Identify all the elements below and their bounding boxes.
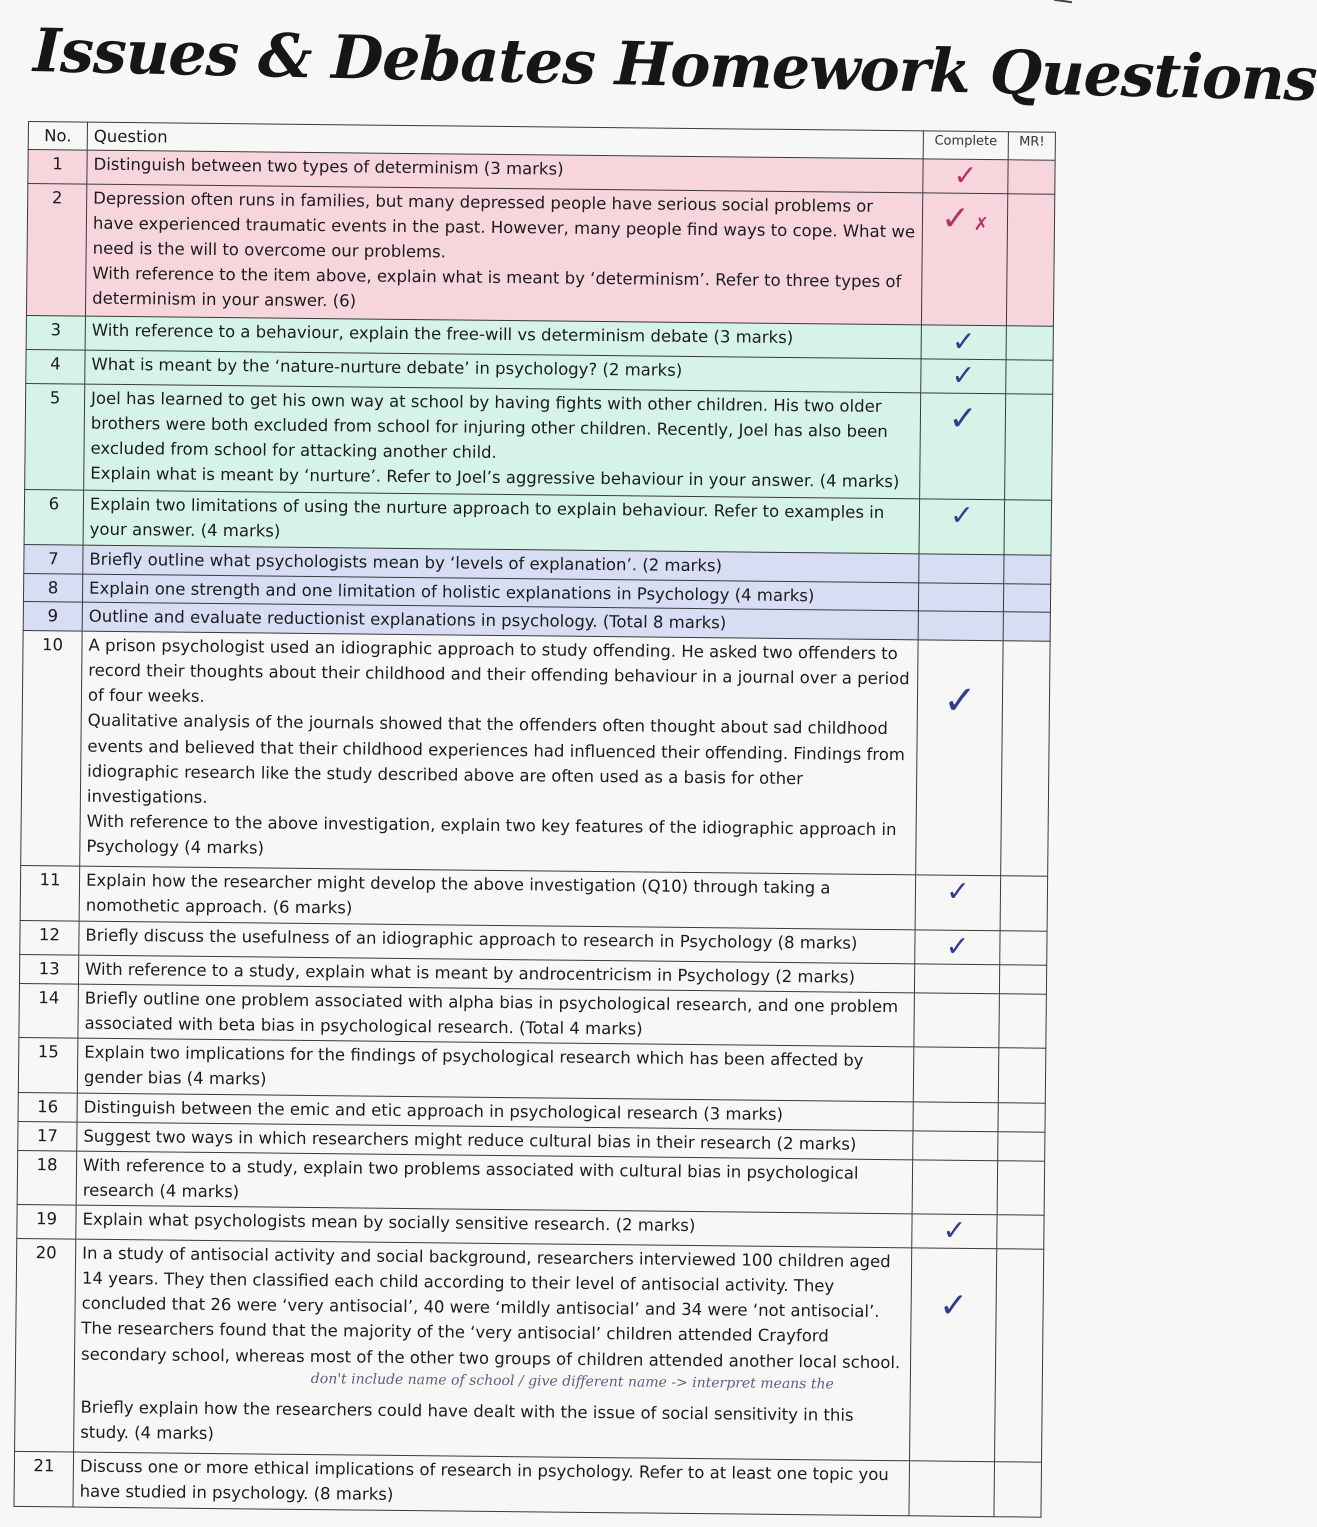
question-number: 10 <box>21 631 82 867</box>
question-number: 21 <box>14 1452 74 1507</box>
check-mark-icon: ✓ <box>942 1213 967 1248</box>
complete-cell[interactable] <box>918 582 1003 612</box>
question-number: 7 <box>24 544 83 573</box>
question-paragraph: Depression often runs in families, but many depressed people have serious social problems or have experienced traumatic events in the past. However, many people find ways to cope. What we need is the will to overcome our problems. <box>92 188 916 262</box>
question-text <box>85 184 922 325</box>
mr-cell[interactable] <box>1008 160 1055 194</box>
check-mark-icon: ✓ <box>942 677 977 725</box>
question-paragraph: Joel has learned to get his own way at school by having fights with other children. His two older brothers were both excluded from school for injuring other children. Recently, Joel has also been excluded from school for attacking another child. <box>90 388 888 463</box>
mr-cell[interactable] <box>998 1103 1045 1132</box>
mr-cell[interactable] <box>999 965 1046 994</box>
mr-cell[interactable] <box>999 993 1047 1048</box>
question-number: 9 <box>23 602 82 631</box>
complete-cell[interactable] <box>918 611 1003 641</box>
mr-cell[interactable] <box>998 1131 1045 1160</box>
complete-cell[interactable] <box>909 1461 995 1517</box>
table-row <box>21 631 1050 877</box>
question-paragraph: Suggest two ways in which researchers might reduce cultural bias in their research (2 marks) <box>83 1126 857 1154</box>
header-question: Question <box>87 122 923 159</box>
question-text <box>79 866 916 929</box>
complete-cell[interactable] <box>915 930 1000 965</box>
complete-cell[interactable] <box>913 1102 998 1132</box>
table-row <box>26 184 1054 327</box>
question-number: 1 <box>28 150 87 185</box>
complete-cell[interactable] <box>912 1159 998 1214</box>
mr-cell[interactable] <box>1000 931 1047 965</box>
question-paragraph: Distinguish between the emic and etic approach in psychological research (3 marks) <box>83 1097 784 1124</box>
questions-table <box>13 121 1055 1518</box>
question-number: 6 <box>24 490 84 545</box>
mr-cell[interactable] <box>997 1215 1044 1249</box>
header-no: No. <box>28 122 87 151</box>
header-complete: Complete <box>923 131 1008 160</box>
complete-cell[interactable] <box>910 1248 997 1462</box>
question-paragraph: Briefly explain how the researchers could have dealt with the issue of social sensitivity in this study. (4 marks) <box>80 1397 854 1444</box>
header-mr: MR! <box>1008 132 1055 161</box>
question-text <box>73 1452 910 1516</box>
question-paragraph: Distinguish between two types of determinism (3 marks) <box>93 154 564 179</box>
question-number: 3 <box>26 315 85 350</box>
question-paragraph: Explain two limitations of using the nurture approach to explain behaviour. Refer to examples in your answer. (4 marks) <box>89 494 885 541</box>
question-number: 19 <box>17 1205 76 1240</box>
mr-cell[interactable] <box>1003 583 1050 612</box>
question-paragraph: Briefly outline what psychologists mean by ‘levels of explanation’. (2 marks) <box>89 549 723 576</box>
table-row <box>25 383 1053 500</box>
complete-cell[interactable] <box>914 964 999 994</box>
question-number: 4 <box>26 349 85 384</box>
mr-cell[interactable] <box>1004 554 1051 583</box>
complete-cell[interactable] <box>921 193 1007 326</box>
check-mark-icon: ✓ <box>945 929 970 963</box>
handwritten-note: don't include name of school / give different name -> interpret means the <box>310 1370 834 1393</box>
check-mark-icon: ✓ <box>953 158 978 193</box>
question-paragraph: Briefly discuss the usefulness of an idiographic approach to research in Psychology (8 marks) <box>85 925 858 953</box>
complete-cell[interactable] <box>915 875 1001 930</box>
question-paragraph: Explain two implications for the findings of psychological research which has been affected by gender bias (4 marks) <box>83 1042 864 1089</box>
question-paragraph: Outline and evaluate reductionist explanations in psychology. (Total 8 marks) <box>88 607 727 633</box>
mr-cell[interactable] <box>1006 360 1053 394</box>
mr-cell[interactable] <box>1000 876 1048 931</box>
complete-cell[interactable] <box>916 640 1003 876</box>
question-number: 14 <box>19 983 79 1038</box>
mr-cell[interactable] <box>1004 500 1052 555</box>
question-paragraph: Explain how the researcher might develop the above investigation (Q10) through taking a nomothetic approach. (6 marks) <box>85 870 831 918</box>
question-number: 12 <box>20 920 79 955</box>
question-paragraph: Explain one strength and one limitation of holistic explanations in Psychology (4 marks) <box>89 578 815 605</box>
question-number: 20 <box>15 1239 76 1453</box>
mr-cell[interactable] <box>1003 612 1050 641</box>
mr-cell[interactable] <box>1001 641 1050 876</box>
question-paragraph: With reference to a behaviour, explain the free-will vs determinism debate (3 marks) <box>91 320 794 348</box>
question-number: 8 <box>23 573 82 602</box>
mr-cell[interactable] <box>998 1048 1046 1103</box>
question-paragraph: With reference to the item above, explain what is meant by ‘determinism’. Refer to three types of determinism in your answer. (6) <box>92 263 902 311</box>
check-mark-icon: ✓ <box>948 398 978 439</box>
mr-cell[interactable] <box>1006 326 1053 360</box>
question-text <box>74 1239 912 1461</box>
question-paragraph: Explain what is meant by ‘nurture’. Refer to Joel’s aggressive behaviour in your answer. (4 marks) <box>90 463 900 492</box>
question-number: 17 <box>18 1121 77 1150</box>
check-mark-icon: ✓ <box>939 1285 969 1327</box>
question-text <box>77 1038 914 1101</box>
question-number: 18 <box>17 1150 77 1205</box>
question-text <box>78 984 915 1047</box>
question-paragraph: Explain what psychologists mean by socially sensitive research. (2 marks) <box>82 1209 696 1236</box>
question-paragraph: With reference to a study, explain two problems associated with cultural bias in psychological research (4 marks) <box>82 1155 859 1201</box>
check-mark-icon: ✓ <box>951 358 976 392</box>
question-number: 11 <box>20 866 80 921</box>
question-number: 5 <box>25 383 85 490</box>
question-paragraph: Briefly outline one problem associated with alpha bias in psychological research, and one problem associated with beta bias in psychological research. (Total 4 marks) <box>84 988 899 1039</box>
complete-cell[interactable] <box>913 1131 998 1161</box>
mr-cell[interactable] <box>997 1160 1045 1215</box>
question-paragraph: With reference to a study, explain what is meant by androcentricism in Psychology (2 marks) <box>85 959 856 987</box>
corner-mark <box>1054 0 1072 3</box>
mr-cell[interactable] <box>1006 194 1054 326</box>
question-paragraph: In a study of antisocial activity and social background, researchers interviewed 100 children aged 14 years. They then classified each child according to their level of antisocial activity. They concluded that 26 were ‘very antisocial’, 40 were ‘mildly antisocial’ and 34 were ‘not antisocial’. The researchers found that the majority of the ‘very antisocial’ children attended Crayford secondary school, whereas most of the other two groups of children attended another local school. <box>80 1243 901 1372</box>
check-mark-icon: ✓ <box>951 324 976 358</box>
complete-cell[interactable] <box>913 1047 999 1102</box>
complete-cell[interactable] <box>923 159 1008 194</box>
question-text <box>80 631 918 875</box>
complete-cell[interactable] <box>912 1214 997 1249</box>
check-mark-icon: ✓ <box>950 498 974 533</box>
mr-cell[interactable] <box>995 1249 1044 1463</box>
question-text <box>76 1151 913 1214</box>
question-number: 16 <box>18 1092 77 1121</box>
question-sheet <box>13 121 1055 1518</box>
question-number: 2 <box>26 184 86 317</box>
question-text <box>83 490 920 553</box>
complete-cell[interactable] <box>919 499 1005 554</box>
question-number: 15 <box>18 1038 78 1093</box>
question-paragraph: What is meant by the ‘nature-nurture debate’ in psychology? (2 marks) <box>91 354 683 380</box>
page-title: Issues & Debates Homework Questions <box>32 16 1317 116</box>
complete-cell[interactable] <box>921 359 1006 394</box>
question-paragraph: Discuss one or more ethical implications of research in psychology. Refer to at least one topic you have studied in psychology. (8 marks) <box>79 1456 889 1505</box>
check-mark-icon: ✓ <box>946 874 970 909</box>
question-number: 13 <box>19 954 78 983</box>
table-row <box>15 1239 1044 1463</box>
complete-cell[interactable] <box>919 554 1004 584</box>
question-paragraph: With reference to the above investigation, explain two key features of the idiographic approach in Psychology (4 marks) <box>86 811 897 858</box>
question-text <box>84 384 921 499</box>
complete-cell[interactable] <box>914 993 1000 1048</box>
complete-cell[interactable] <box>921 325 1006 360</box>
table-row <box>14 1452 1042 1518</box>
cross-mark-icon: ✗ <box>973 213 989 236</box>
mr-cell[interactable] <box>994 1462 1042 1517</box>
question-paragraph: A prison psychologist used an idiographic approach to study offending. He asked two offenders to record their thoughts about their childhood and their offending behaviour in a journal over a period of four weeks. <box>87 635 910 707</box>
questions-body <box>14 150 1055 1518</box>
check-mark-icon: ✓ <box>941 198 970 239</box>
question-paragraph: Qualitative analysis of the journals showed that the offenders often thought about sad childhood events and believed that their childhood experiences had influenced their offending. Findings from idiographic research like the study described above are often used as a basis for other investigations. <box>86 711 906 807</box>
mr-cell[interactable] <box>1005 394 1053 501</box>
complete-cell[interactable] <box>920 393 1006 500</box>
